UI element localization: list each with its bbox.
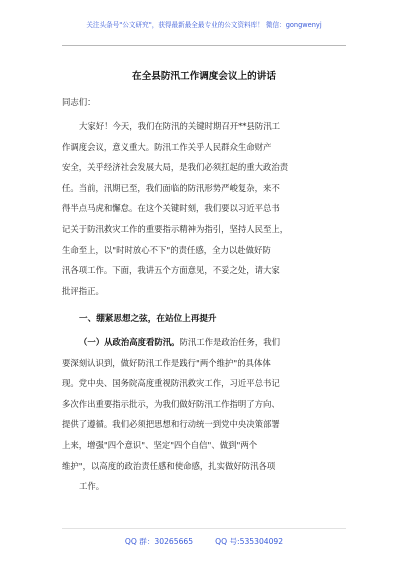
paragraph-line: 得半点马虎和懈怠。在这个关键时刻，我们要以习近平总书 bbox=[62, 203, 280, 214]
paragraph-line: 提供了遵循。我们必须把思想和行动统一到党中央决策部署 bbox=[62, 419, 280, 430]
paragraph-line: 维护"，以高度的政治责任感和使命感，扎实做好防汛各项 bbox=[62, 460, 276, 471]
paragraph-line: 任。当前，汛期已至，我们面临的防汛形势严峻复杂，来不 bbox=[62, 182, 280, 193]
paragraph-line: 安全，关乎经济社会发展大局，是我们必须扛起的重大政治责 bbox=[62, 162, 289, 173]
header-banner[interactable]: 关注头条号"公文研究"，获得最新最全最专业的公文资料库！ 微信：gongwenyj bbox=[86, 21, 322, 29]
paragraph-line: 作调度会议，意义重大。防汛工作关乎人民群众生命财产 bbox=[62, 141, 272, 152]
footer-divider bbox=[62, 528, 346, 529]
paragraph-line: 要深刻认识到，做好防汛工作是践行"两个维护"的具体体 bbox=[62, 357, 271, 368]
paragraph-first-line bbox=[62, 332, 346, 353]
paragraph-line: 多次作出重要指示批示，为我们做好防汛工作指明了方向、 bbox=[62, 398, 280, 409]
paragraph-text: 防汛工作是政治任务，我们 bbox=[179, 337, 280, 347]
paragraph-line: 记关于防汛救灾工作的重要指示精神为指引，坚持人民至上， bbox=[62, 223, 289, 234]
paragraph-line: 大家好！今天，我们在防汛的关键时期召开**县防汛工 bbox=[79, 121, 280, 131]
document-title: 在全县防汛工作调度会议上的讲话 bbox=[132, 71, 276, 82]
paragraph-line: 现。党中央、国务院高度重视防汛救灾工作，习近平总书记 bbox=[62, 378, 280, 389]
section-heading: 一、绷紧思想之弦，在站位上再提升 bbox=[79, 314, 217, 324]
footer-qq-number[interactable]: QQ 号:535304092 bbox=[215, 537, 284, 546]
intro-paragraph bbox=[62, 116, 346, 301]
salutation: 同志们： bbox=[62, 97, 96, 107]
subsection-label: （一）从政治高度看防汛。 bbox=[79, 337, 180, 347]
footer bbox=[0, 536, 408, 547]
paragraph-line: 上来，增强"四个意识"、坚定"四个自信"、做到"两个 bbox=[62, 439, 258, 450]
paragraph-line: 批评指正。 bbox=[62, 285, 104, 296]
footer-qq-group[interactable]: QQ 群：30265665 bbox=[124, 537, 194, 546]
paragraph-line: 汛各项工作。下面，我讲五个方面意见，不妥之处，请大家 bbox=[62, 265, 280, 276]
body-paragraph bbox=[62, 332, 346, 497]
paragraph-line: 工作。 bbox=[79, 481, 105, 492]
header-divider bbox=[62, 45, 346, 46]
paragraph-line: 生命至上，以"时时放心不下"的责任感，全力以赴做好防 bbox=[62, 244, 271, 255]
